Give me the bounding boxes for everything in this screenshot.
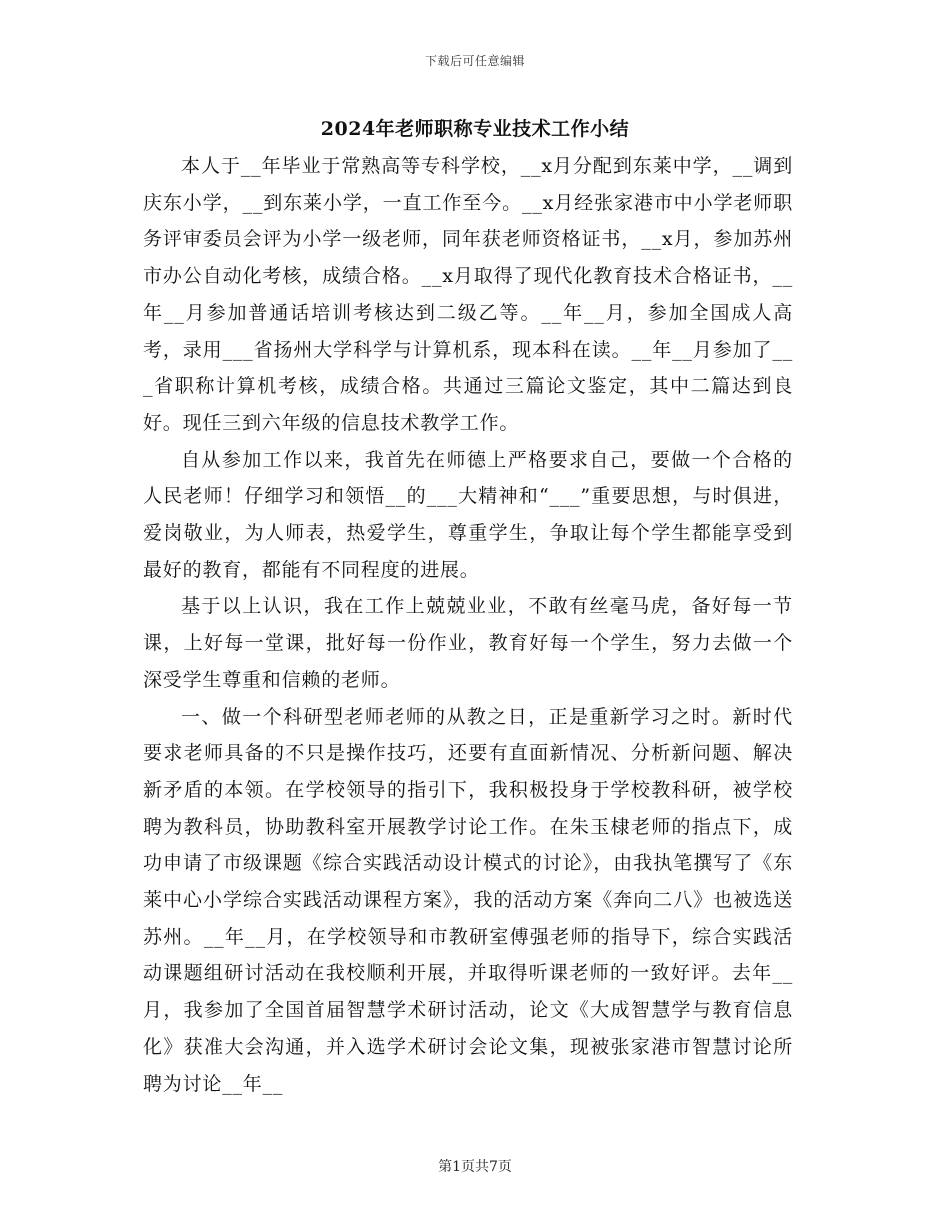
page-number-footer: 第1页共7页 — [438, 1159, 512, 1175]
document-title: 2024年老师职称专业技术工作小结 — [320, 118, 630, 140]
paragraph-1: 本人于__年毕业于常熟高等专科学校，__x月分配到东莱中学，__调到庆东小学，__到东莱小学，一直工作至今。__x月经张家港市中小学老师职务评审委员会评为小学一级老师，同年获老师资格证书，__x月，参加苏州市办公自动化考核，成绩合格。__x月取得了现代化教育技术合格证书，__年__月参加普通话培训考核达到二级乙等。__年__月，参加全国成人高考，录用___省扬州大学科学与计算机系，现本科在读。__年__月参加了___省职称计算机考核，成绩合格。共通过三篇论文鉴定，其中二篇达到良好。现任三到六年级的信息技术教学工作。 — [143, 155, 793, 434]
paragraph-3: 基于以上认识，我在工作上兢兢业业，不敢有丝毫马虎，备好每一节课，上好每一堂课，批好每一份作业，教育好每一个学生，努力去做一个深受学生尊重和信赖的老师。 — [143, 595, 793, 691]
paragraph-2: 自从参加工作以来，我首先在师德上严格要求自己，要做一个合格的人民老师！仔细学习和领悟__的___大精神和“___”重要思想，与时俱进，爱岗敬业，为人师表，热爱学生，尊重学生，争取让每个学生都能享受到最好的教育，都能有不同程度的进展。 — [143, 448, 793, 581]
page-header-note: 下载后可任意编辑 — [424, 54, 525, 68]
document-body — [143, 148, 793, 1102]
paragraph-4: 一、做一个科研型老师老师的从教之日，正是重新学习之时。新时代要求老师具备的不只是操作技巧，还要有直面新情况、分析新问题、解决新矛盾的本领。在学校领导的指引下，我积极投身于学校教科研，被学校聘为教科员，协助教科室开展教学讨论工作。在朱玉棣老师的指点下，成功申请了市级课题《综合实践活动设计模式的讨论》，由我执笔撰写了《东莱中心小学综合实践活动课程方案》，我的活动方案《奔向二八》也被选送苏州。__年__月，在学校领导和市教研室傅强老师的指导下，综合实践活动课题组研讨活动在我校顺利开展，并取得听课老师的一致好评。去年__月，我参加了全国首届智慧学术研讨活动，论文《大成智慧学与教育信息化》获准大会沟通，并入选学术研讨会论文集，现被张家港市智慧讨论所聘为讨论__年__ — [143, 705, 793, 1095]
